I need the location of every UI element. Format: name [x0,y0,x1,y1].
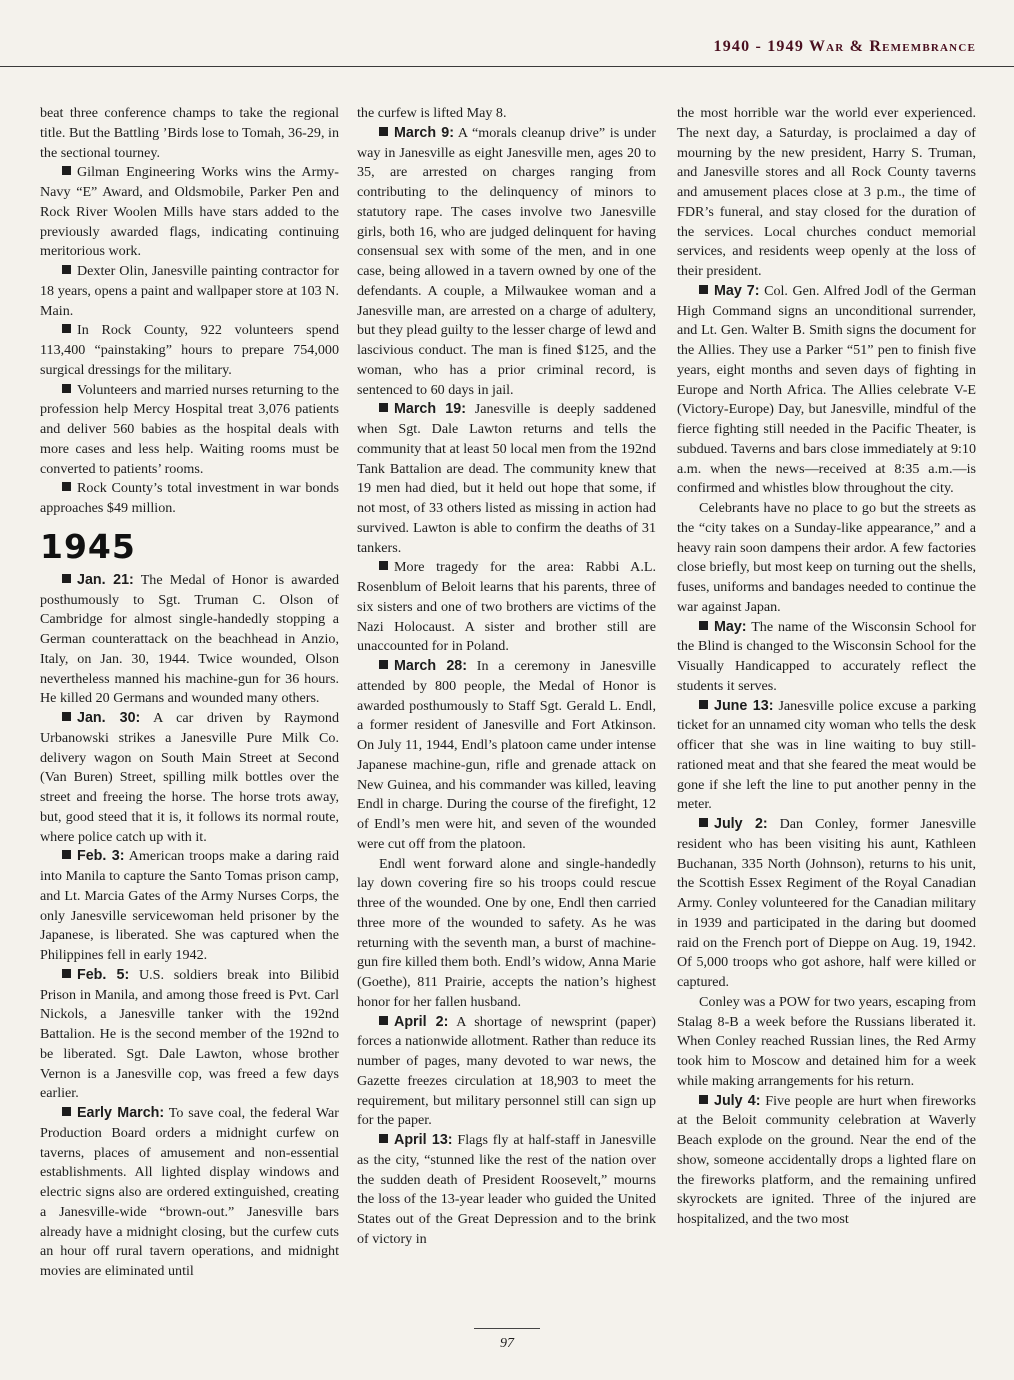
paragraph: beat three conference champs to take the regional title. But the Battling ’Birds lose to Tomah, 36-29, in the sectional tourney. [40,105,339,161]
entry-text: Col. Gen. Alfred Jodl of the German High Command signs an unconditional surrender, and Lt. Gen. Walter B. Smith signs the document for the Allies. They use a Parker “51” pen to finish five years, eight months and seven days of fighting in Europe and North Africa. The Allies celebrate V-E (Victory-Europe) Day, but Janesville, mindful of the fierce fighting still needed in the Pacific Theater, is subdued. Taverns and bars close immediately at 9:10 a.m. when the news—received at 8:35 a.m.—is confirmed and whistles blow throughout the city. [677,282,977,497]
bullet-square-icon [379,660,388,669]
entry-date: July 2: [714,816,768,832]
entry [40,479,339,519]
page-number: 97 [500,1336,514,1351]
column-3 [677,104,976,1230]
entry-text: Dan Conley, former Janesville resident who has been visiting his aunt, Kathleen Buchanan, 335 North (Johnson), returns to his unit, the Scottish Essex Regiment of the Royal Canadian Army. Conley volunteered for the Canadian military in 1939 and participated in the daring but doomed raid on the French port of Dieppe on Aug. 19, 1942. Of 5,000 troops who got ashore, half were killed or captured. [677,816,976,990]
entry-text: Janesville is deeply saddened when Sgt. Dale Lawton returns and tells the community that at least 50 local men from the 192nd Tank Battalion are dead. The community knew that 19 men had died, but it held out hope that some, if not most, of 33 others listed as missing in action had survived. Lawton is able to confirm the deaths of 31 tankers. [357,401,656,556]
entry [40,381,339,480]
header-rule [0,66,1014,67]
bullet-square-icon [699,1095,708,1104]
bullet-square-icon [62,969,71,978]
entry-text: Janesville police excuse a parking ticket for an unnamed city woman who tells the desk officer that she was in line waiting to buy still-rationed meat and that she feared the meat would be gone if she left the line to put another penny in the meter. [677,697,976,813]
entry-date: Feb. 5: [77,966,130,983]
entry-date: Feb. 3: [77,848,125,865]
entry-text: Gilman Engineering Works wins the Army-Navy “E” Award, and Oldsmobile, Parker Pen and Rock River Woolen Mills have stars added to the previously awarded flags, indicating continuing meritorious work. [40,164,339,260]
entry-text: A car driven by Raymond Urbanowski strikes a Janesville Pure Milk Co. delivery wagon on South Main Street at Second (Van Buren) Street, spilling milk bottles over the street and freeing the horse. The horse trots away, but, good steed that it is, it follows its normal route, where police catch up with it. [40,710,339,845]
entry [40,163,339,262]
paragraph: the most horrible war the world ever experienced. The next day, a Saturday, is proclaimed a day of mourning by the new president, Harry S. Truman, and Janesville stores and all Rock County taverns and amusement places close at 3 p.m., the time of FDR’s funeral, and stay closed for the duration of the services. Local churches conduct memorial services, and residents weep openly at the loss of their president. [677,105,976,279]
bullet-square-icon [62,384,71,393]
column-1 [40,104,339,1282]
entry-date: May: [714,618,747,635]
paragraph: Conley was a POW for two years, escaping from Stalag 8-B a week before the Russians liberated it. When Conley reached Russian lines, the Red Army took him to Moscow and detained him for a week while making arrangements for his return. [677,993,976,1089]
entry-text: A “morals cleanup drive” is under way in Janesville as eight Janesville men, ages 20 to 35, are arrested on charges ranging from contributing to the delinquency of minors to statutory rape. The cases involve two Janesville girls, both 16, who are judged delinquent for having consensual sex with some of the men, and in one case, being allowed in a tavern owned by one of the defendants. A couple, a Milwaukee woman and a Janesville man, are arrested on a charge of adultery, but they plead guilty to the lesser charge of lewd and lascivious conduct. The man is fined $125, and the woman, who has a prior criminal record, is sentenced to 60 days in jail. [357,124,656,398]
entry [677,618,976,697]
entry-date: March 28: [394,658,467,674]
entry-text: Five people are hurt when fireworks at the Beloit community celebration at Waverly Beach explode on the ground. Near the end of the show, someone accidentally drops a lighted flare on the fireworks platform, and the remaining unfired skyrockets are ignited. Three of the injured are hospitalized, and the two most [677,1092,977,1227]
entry-text: More tragedy for the area: Rabbi A.L. Rosenblum of Beloit learns that his parents, three of six sisters and one of two brothers are victims of the Nazi Holocaust. A sister and brother still are unaccounted for in Poland. [357,559,656,655]
entry [357,657,656,855]
entry-date: Jan. 30: [77,710,141,726]
entry-text: Rock County’s total investment in war bonds approaches $49 million. [40,480,339,516]
entry-date: March 19: [394,401,466,418]
bullet-square-icon [62,265,71,274]
bullet-square-icon [62,850,71,859]
entry [357,1131,656,1250]
entry [40,321,339,380]
entry-date: Jan. 21: [77,571,134,588]
entry-text: U.S. soldiers break into Bilibid Prison in Manila, and among those freed is Pvt. Carl Nickols, a Janesville tanker with the 192nd Battalion. He is the second member of the 192nd to be liberated. Sgt. Dale Lawton, whose brother Vernon is a Janesville cop, was freed a few days earlier. [40,966,340,1102]
bullet-square-icon [62,712,71,721]
paragraph: the curfew is lifted May 8. [357,105,507,121]
paragraph: Endl went forward alone and single-handedly lay down covering fire so his troops could rescue three of the wounded. One by one, Endl then carried three more of the wounded to safety. As he was returning with the seventh man, a burst of machine-gun fire killed them both. Endl’s widow, Anna Marie (Goethe), 811 Prairie, accepts the nation’s highest honor for her fallen husband. [357,855,656,1010]
entry-text: In a ceremony in Janesville attended by 800 people, the Medal of Honor is awarded posthumously to Staff Sgt. Gerald L. Endl, a former resident of Janesville and Fort Atkinson. On July 11, 1944, Endl’s platoon came under intense Japanese machine-gun, rifle and grenade attack on New Guinea, and his commander was killed, leaving Endl in charge. During the course of the firefight, 12 of Endl’s men were hit, and seven of the wounded were cut off from the platoon. [357,658,656,852]
entry [40,1104,339,1282]
entry [357,1013,656,1132]
entry-text: Dexter Olin, Janesville painting contractor for 18 years, opens a paint and wallpaper store at 103 N. Main. [40,263,339,319]
bullet-square-icon [699,621,708,630]
entry [357,558,656,657]
entry [677,282,976,499]
entry-date: May 7: [714,282,760,299]
bullet-square-icon [379,1134,388,1143]
entry-text: In Rock County, 922 volunteers spend 113,400 “painstaking” hours to prepare 754,000 surgical dressings for the military. [40,322,339,378]
entry [677,815,976,993]
entry [40,966,339,1104]
paragraph: Celebrants have no place to go but the streets as the “city takes on a Sunday-like appearance,” and a heavy rain soon dampens their ardor. A few factories close briefly, but most keep on turning out the shells, fuses, uniforms and bandages needed to continue the war against Japan. [677,500,976,615]
entry-date: April 13: [394,1132,453,1148]
bullet-square-icon [699,818,708,827]
entry-text: To save coal, the federal War Production Board orders a midnight curfew on taverns, places of amusement and non-essential establishments. All lighted display windows and electric signs also are ordered extinguished, creating a Janesville-wide “brown-out.” Janesville bars already have a midnight closing, but the curfew cuts an hour off rural tavern operations, and midnight movies are eliminated until [40,1105,339,1279]
entry-date: July 4: [714,1092,761,1109]
entry [677,697,976,816]
footer-rule [474,1328,540,1329]
entry [40,262,339,321]
entry [40,709,339,847]
entry [677,1092,976,1230]
bullet-square-icon [62,482,71,491]
bullet-square-icon [379,127,388,136]
entry-date: Early March: [77,1105,165,1121]
entry-text: The name of the Wisconsin School for the Blind is changed to the Wisconsin School for the Visually Handicapped to accurately reflect the students it serves. [677,618,976,694]
bullet-square-icon [62,324,71,333]
entry-text: American troops make a daring raid into Manila to capture the Santo Tomas prison camp, and Lt. Marcia Gates of the Army Nurses Corps, the only Janesville servicewoman held prisoner by the Japanese, is liberated. She was captured when the Philippines fell in early 1942. [40,848,339,963]
entry-text: A shortage of newsprint (paper) forces a nationwide allotment. Rather than reduce its number of pages, many devoted to war news, the Gazette freezes circulation at 18,903 to meet the requirement, but military personnel still can sign up for the paper. [357,1013,656,1129]
entry [40,847,339,966]
column-2 [357,104,656,1250]
bullet-square-icon [379,403,388,412]
entry-text: The Medal of Honor is awarded posthumously to Sgt. Truman C. Olson of Cambridge for almost single-handedly stopping a German counterattack on the beachhead in Anzio, Italy, on Jan. 30, 1944. Twice wounded, Olson nevertheless manned his machine-gun for 36 hours. He killed 20 Germans and wounded many others. [40,571,339,707]
year-heading: 1945 [40,526,136,566]
bullet-square-icon [379,561,388,570]
bullet-square-icon [62,574,71,583]
bullet-square-icon [62,1107,71,1116]
entry [357,124,656,401]
bullet-square-icon [699,285,708,294]
bullet-square-icon [699,700,708,709]
entry-date: March 9: [394,124,454,141]
entry-date: June 13: [714,697,774,714]
entry [40,571,339,709]
bullet-square-icon [379,1016,388,1025]
entry-date: April 2: [394,1013,449,1030]
entry-text: Flags fly at half-staff in Janesville as the city, “stunned like the rest of the nation over the sudden death of President Roosevelt,” mourns the loss of the 13-year leader who guided the United States out of the Great Depression and to the brink of victory in [357,1132,656,1247]
entry-text: Volunteers and married nurses returning to the profession help Mercy Hospital treat 3,076 patients and deliver 560 babies as the hospital deals with more cases and less help. Waiting rooms must be converted to patients’ rooms. [40,381,339,477]
bullet-square-icon [62,166,71,175]
running-header: 1940 - 1949 War & Remembrance [713,38,976,55]
entry [357,400,656,558]
